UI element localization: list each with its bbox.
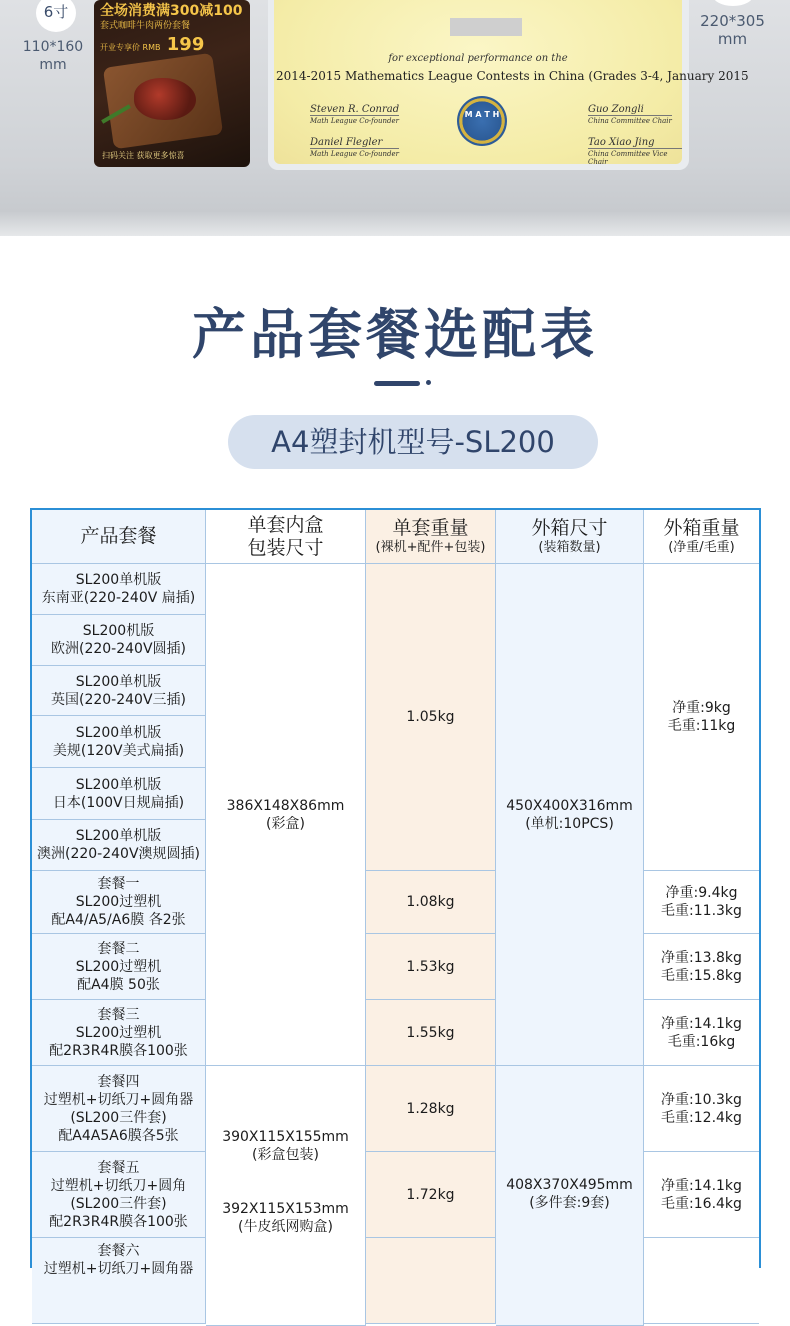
page-title: 产品套餐选配表 — [192, 303, 598, 366]
poster-price-prefix: 开业专享价 RMB — [100, 43, 161, 52]
package-cell: SL200单机版 东南亚(220-240V 扁插) — [32, 564, 206, 615]
outer-box-cell: 450X400X316mm (单机:10PCS) — [496, 564, 644, 1066]
left-size-unit: mm — [39, 57, 67, 73]
right-size-badge — [712, 0, 754, 6]
outer-weight-cell: 净重:9kg 毛重:11kg — [644, 564, 759, 871]
package-cell: SL200机版 欧洲(220-240V圆插) — [32, 615, 206, 666]
unit-weight-cell: 1.55kg — [366, 1000, 496, 1066]
package-cell: SL200单机版 美规(120V美式扁插) — [32, 716, 206, 768]
header-main: 产品套餐 — [80, 525, 157, 547]
outer-weight-cell: 净重:14.1kg 毛重:16.4kg — [644, 1152, 759, 1238]
banner-shelf — [0, 212, 790, 236]
header-main: 单套内盒 包装尺寸 — [247, 513, 324, 559]
poster-footer: 扫码关注 获取更多惊喜 — [102, 151, 185, 160]
seal-text: M A T H — [464, 110, 500, 119]
certificate-name-placeholder — [450, 18, 522, 36]
unit-weight-cell: 1.72kg — [366, 1152, 496, 1238]
package-cell: 套餐四 过塑机+切纸刀+圆角器 (SL200三件套) 配A4A5A6膜各5张 — [32, 1066, 206, 1152]
header-main: 单套重量 — [392, 517, 469, 539]
outer-weight-cell: 净重:13.8kg 毛重:15.8kg — [644, 934, 759, 1000]
left-size-dims: 110*160 — [22, 39, 84, 55]
header-sub: (净重/毛重) — [668, 540, 735, 555]
signature-3 — [588, 104, 672, 125]
right-size-label — [690, 12, 775, 48]
unit-weight-cell: 1.05kg — [366, 564, 496, 871]
poster-price — [100, 34, 204, 55]
outer-box-cell: 408X370X495mm (多件套:9套) — [496, 1066, 644, 1326]
unit-weight-cell — [366, 1238, 496, 1324]
package-config-table — [30, 508, 761, 1277]
package-cell: SL200单机版 日本(100V日规扁插) — [32, 768, 206, 820]
title-underline-dot — [426, 380, 431, 385]
header-main: 外箱重量 — [663, 517, 740, 539]
poster-subline: 套式咖啡牛肉两份套餐 — [100, 21, 191, 31]
signature-name: Steven R. Conrad — [310, 104, 400, 115]
poster-price-value: 199 — [166, 34, 205, 55]
signature-role: Math League Co-founder — [310, 117, 399, 125]
certificate-line1: for exceptional performance on the — [388, 53, 568, 64]
model-badge: A4塑封机型号-SL200 — [228, 415, 598, 469]
package-cell: 套餐六 过塑机+切纸刀+圆角器 — [32, 1238, 206, 1324]
inner-box-cell: 390X115X155mm (彩盒包装) 392X115X153mm (牛皮纸网购盒) — [206, 1066, 366, 1326]
math-league-seal-icon — [457, 96, 507, 146]
signature-name: Tao Xiao Jing — [588, 137, 655, 148]
poster-headline: 全场消费满300减100 — [100, 3, 243, 19]
title-underline-dash — [374, 381, 420, 386]
header-package — [32, 510, 206, 564]
right-size-dims: 220*305 — [700, 12, 765, 30]
signature-role: Math League Co-founder — [310, 150, 399, 158]
signature-2 — [310, 137, 399, 158]
left-size-label — [18, 38, 88, 74]
package-cell: 套餐一 SL200过塑机 配A4/A5/A6膜 各2张 — [32, 871, 206, 934]
inner-box-cell: 386X148X86mm (彩盒) — [206, 564, 366, 1066]
unit-weight-cell: 1.28kg — [366, 1066, 496, 1152]
header-sub: (装箱数量) — [538, 540, 601, 555]
signature-1 — [310, 104, 399, 125]
package-cell: SL200单机版 澳洲(220-240V澳规圆插) — [32, 820, 206, 871]
header-outer-box — [496, 510, 644, 564]
outer-weight-cell: 净重:14.1kg 毛重:16kg — [644, 1000, 759, 1066]
header-sub: (裸机+配件+包装) — [375, 540, 486, 555]
signature-name: Guo Zongli — [588, 104, 644, 115]
left-size-badge: 6寸 — [36, 0, 76, 32]
package-cell: 套餐二 SL200过塑机 配A4膜 50张 — [32, 934, 206, 1000]
header-main: 外箱尺寸 — [531, 517, 608, 539]
unit-weight-cell: 1.08kg — [366, 871, 496, 934]
package-cell: 套餐三 SL200过塑机 配2R3R4R膜各100张 — [32, 1000, 206, 1066]
right-size-unit: mm — [717, 30, 748, 48]
outer-weight-cell — [644, 1238, 759, 1324]
unit-weight-cell: 1.53kg — [366, 934, 496, 1000]
header-outer-weight — [644, 510, 759, 564]
signature-role: China Committee Vice Chair — [588, 148, 682, 166]
header-unit-weight — [366, 510, 496, 564]
package-cell: SL200单机版 英国(220-240V三插) — [32, 666, 206, 716]
steak-poster-sample — [94, 0, 250, 167]
outer-weight-cell: 净重:9.4kg 毛重:11.3kg — [644, 871, 759, 934]
signature-role: China Committee Chair — [588, 117, 672, 125]
product-photo-banner — [0, 0, 790, 236]
signature-name: Daniel Flegler — [310, 137, 383, 148]
steak-image — [134, 78, 196, 120]
package-cell: 套餐五 过塑机+切纸刀+圆角 (SL200三件套) 配2R3R4R膜各100张 — [32, 1152, 206, 1238]
outer-weight-cell: 净重:10.3kg 毛重:12.4kg — [644, 1066, 759, 1152]
signature-4 — [588, 137, 682, 166]
header-inner-box — [206, 510, 366, 564]
certificate-line2: 2014-2015 Mathematics League Contests in China (Grades 3-4, January 2015 — [276, 69, 749, 83]
